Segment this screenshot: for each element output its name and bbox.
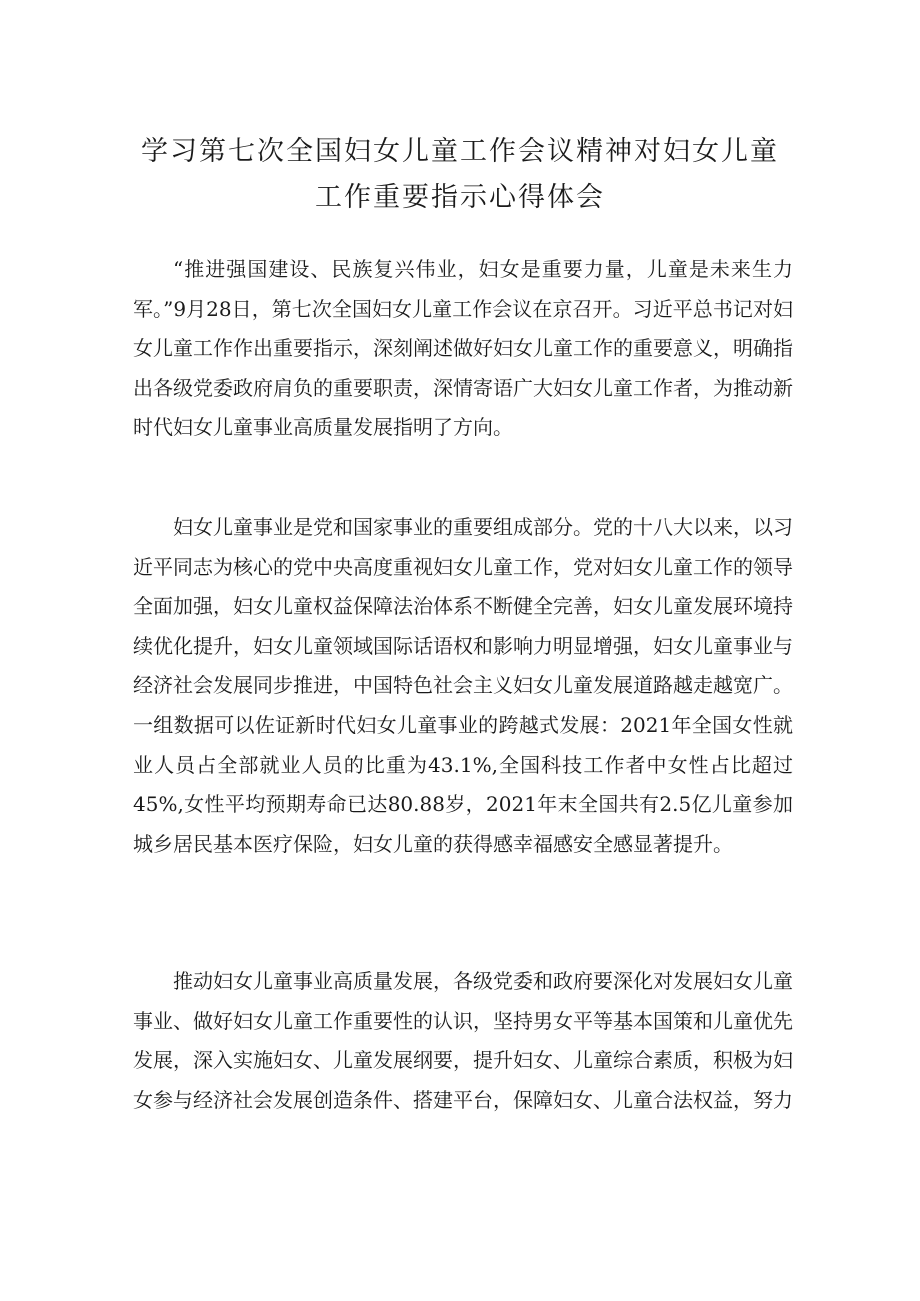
- document-title-line-1: 学习第七次全国妇女儿童工作会议精神对妇女儿童: [141, 136, 779, 167]
- document-title-line-2: 工作重要指示心得体会: [315, 182, 605, 213]
- paragraph-2: 妇女儿童事业是党和国家事业的重要组成部分。党的十八大以来，以习近平同志为核心的党中央高度重视妇女儿童工作，党对妇女儿童工作的领导全面加强，妇女儿童权益保障法治体系不断健全完善，妇女儿童发展环境持续优化提升，妇女儿童领域国际话语权和影响力明显增强，妇女儿童事业与经济社会发展同步推进，中国特色社会主义妇女儿童发展道路越走越宽广。一组数据可以佐证新时代妇女儿童事业的跨越式发展：2021年全国女性就业人员占全部就业人员的比重为43.1%,全国科技工作者中女性占比超过45%,女性平均预期寿命已达80.88岁，2021年末全国共有2.5亿儿童参加城乡居民基本医疗保险，妇女儿童的获得感幸福感安全感显著提升。: [133, 515, 793, 856]
- paragraph-3: 推动妇女儿童事业高质量发展，各级党委和政府要深化对发展妇女儿童事业、做好妇女儿童工作重要性的认识，坚持男女平等基本国策和儿童优先发展，深入实施妇女、儿童发展纲要，提升妇女、儿童综合素质，积极为妇女参与经济社会发展创造条件、搭建平台，保障妇女、儿童合法权益，努力: [133, 969, 793, 1112]
- paragraph-1: “推进强国建设、民族复兴伟业，妇女是重要力量，儿童是未来生力军。”9月28日，第七次全国妇女儿童工作会议在京召开。习近平总书记对妇女儿童工作作出重要指示，深刻阐述做好妇女儿童工作的重要意义，明确指出各级党委政府肩负的重要职责，深情寄语广大妇女儿童工作者，为推动新时代妇女儿童事业高质量发展指明了方向。: [133, 257, 793, 440]
